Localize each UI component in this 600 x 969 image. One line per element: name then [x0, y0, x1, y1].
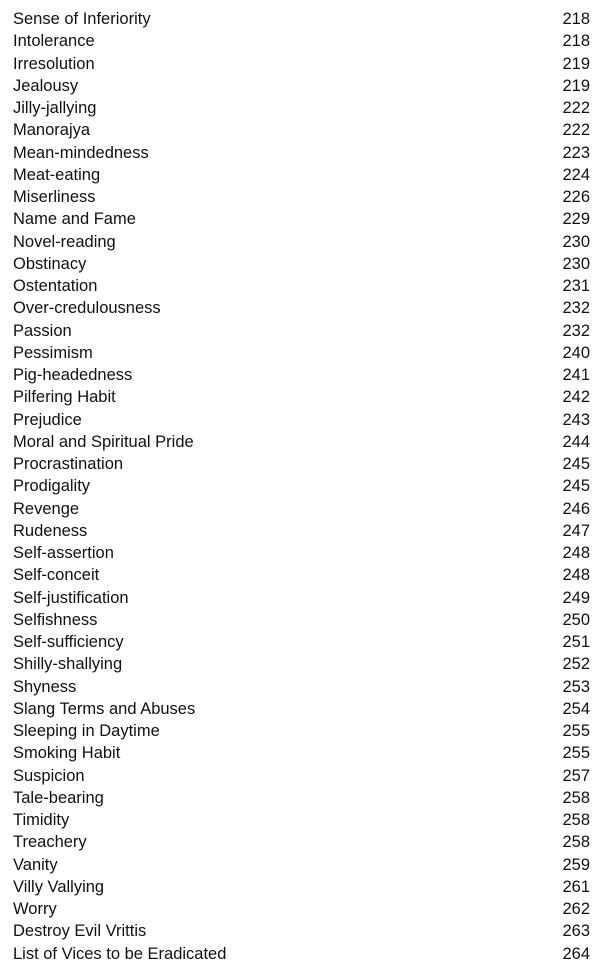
toc-entry [13, 208, 590, 230]
toc-entry-page-number: 258 [562, 809, 590, 831]
toc-entry-title: Smoking Habit [13, 742, 123, 764]
toc-entry-title: Ostentation [13, 275, 100, 297]
toc-entry-page-number: 264 [562, 943, 590, 965]
toc-entry-page-number: 223 [562, 142, 590, 164]
toc-entry-page-number: 246 [562, 498, 590, 520]
toc-entry-page-number: 242 [562, 386, 590, 408]
toc-entry [13, 53, 590, 75]
toc-entry [13, 631, 590, 653]
toc-entry-title: Manorajya [13, 119, 93, 141]
toc-entry-page-number: 226 [562, 186, 590, 208]
toc-entry-title: Self-sufficiency [13, 631, 127, 653]
toc-entry [13, 8, 590, 30]
toc-entry-title: Sense of Inferiority [13, 8, 154, 30]
toc-entry-title: Pilfering Habit [13, 386, 119, 408]
toc-entry-title: Name and Fame [13, 208, 139, 230]
toc-entry-page-number: 257 [562, 765, 590, 787]
toc-entry-title: Tale-bearing [13, 787, 107, 809]
toc-entry-page-number: 232 [562, 297, 590, 319]
toc-entry [13, 742, 590, 764]
toc-entry-page-number: 245 [562, 475, 590, 497]
toc-entry [13, 386, 590, 408]
toc-entry [13, 920, 590, 942]
toc-entry-title: Villy Vallying [13, 876, 107, 898]
toc-entry [13, 475, 590, 497]
toc-entry-title: Sleeping in Daytime [13, 720, 163, 742]
toc-entry-title: Destroy Evil Vrittis [13, 920, 149, 942]
toc-entry-page-number: 219 [562, 75, 590, 97]
toc-entry-title: Novel-reading [13, 231, 119, 253]
toc-entry [13, 898, 590, 920]
toc-entry-page-number: 229 [562, 208, 590, 230]
toc-entry-page-number: 232 [562, 320, 590, 342]
toc-entry-page-number: 262 [562, 898, 590, 920]
toc-entry-title: Procrastination [13, 453, 126, 475]
toc-entry-title: Slang Terms and Abuses [13, 698, 198, 720]
toc-entry [13, 297, 590, 319]
toc-entry [13, 653, 590, 675]
toc-entry [13, 142, 590, 164]
toc-entry-title: Jilly-jallying [13, 97, 99, 119]
toc-entry-title: Pig-headedness [13, 364, 135, 386]
toc-entry-page-number: 249 [562, 587, 590, 609]
toc-entry [13, 676, 590, 698]
toc-entry [13, 186, 590, 208]
toc-entry-page-number: 248 [562, 542, 590, 564]
toc-entry-page-number: 230 [562, 253, 590, 275]
toc-entry-page-number: 218 [562, 8, 590, 30]
toc-entry-title: Miserliness [13, 186, 99, 208]
toc-entry [13, 97, 590, 119]
toc-entry-page-number: 230 [562, 231, 590, 253]
toc-entry-title: Meat-eating [13, 164, 103, 186]
toc-entry-title: Jealousy [13, 75, 81, 97]
toc-entry-title: Self-assertion [13, 542, 117, 564]
toc-entry-page-number: 263 [562, 920, 590, 942]
toc-entry-page-number: 255 [562, 742, 590, 764]
table-of-contents [13, 8, 590, 965]
toc-entry-title: Moral and Spiritual Pride [13, 431, 197, 453]
toc-entry-title: Shilly-shallying [13, 653, 125, 675]
toc-entry-page-number: 224 [562, 164, 590, 186]
toc-entry [13, 75, 590, 97]
toc-entry-page-number: 247 [562, 520, 590, 542]
toc-entry [13, 498, 590, 520]
toc-entry-page-number: 222 [562, 97, 590, 119]
toc-entry-title: Self-conceit [13, 564, 102, 586]
toc-entry [13, 609, 590, 631]
toc-entry [13, 943, 590, 965]
toc-entry-page-number: 261 [562, 876, 590, 898]
toc-entry-title: Pessimism [13, 342, 96, 364]
toc-entry-page-number: 252 [562, 653, 590, 675]
toc-entry-title: Prodigality [13, 475, 93, 497]
toc-entry-title: Timidity [13, 809, 72, 831]
toc-entry [13, 542, 590, 564]
toc-entry-title: List of Vices to be Eradicated [13, 943, 229, 965]
toc-entry [13, 431, 590, 453]
toc-entry [13, 164, 590, 186]
toc-entry-title: Irresolution [13, 53, 98, 75]
toc-entry-title: Shyness [13, 676, 79, 698]
toc-entry-title: Intolerance [13, 30, 98, 52]
toc-entry-title: Mean-mindedness [13, 142, 152, 164]
toc-entry-page-number: 231 [562, 275, 590, 297]
toc-entry-title: Over-credulousness [13, 297, 164, 319]
toc-entry-title: Rudeness [13, 520, 90, 542]
toc-entry-page-number: 248 [562, 564, 590, 586]
toc-entry [13, 275, 590, 297]
toc-entry [13, 831, 590, 853]
toc-entry-page-number: 258 [562, 831, 590, 853]
toc-entry [13, 231, 590, 253]
toc-entry [13, 720, 590, 742]
toc-entry-page-number: 243 [562, 409, 590, 431]
toc-entry [13, 787, 590, 809]
toc-entry-title: Obstinacy [13, 253, 89, 275]
toc-entry [13, 119, 590, 141]
toc-entry-page-number: 259 [562, 854, 590, 876]
toc-entry [13, 765, 590, 787]
toc-entry-title: Vanity [13, 854, 61, 876]
toc-entry-page-number: 222 [562, 119, 590, 141]
toc-entry-title: Treachery [13, 831, 90, 853]
toc-entry-page-number: 245 [562, 453, 590, 475]
toc-entry [13, 854, 590, 876]
toc-entry-title: Worry [13, 898, 60, 920]
toc-entry-page-number: 250 [562, 609, 590, 631]
toc-entry-title: Passion [13, 320, 75, 342]
toc-entry-title: Self-justification [13, 587, 132, 609]
toc-entry-page-number: 218 [562, 30, 590, 52]
toc-entry-page-number: 244 [562, 431, 590, 453]
toc-entry-page-number: 240 [562, 342, 590, 364]
toc-entry-page-number: 255 [562, 720, 590, 742]
toc-entry-title: Selfishness [13, 609, 100, 631]
toc-entry-page-number: 253 [562, 676, 590, 698]
toc-entry-title: Prejudice [13, 409, 85, 431]
toc-entry [13, 30, 590, 52]
toc-entry [13, 409, 590, 431]
toc-entry [13, 520, 590, 542]
toc-entry [13, 364, 590, 386]
toc-entry [13, 564, 590, 586]
toc-entry-page-number: 219 [562, 53, 590, 75]
toc-entry-title: Suspicion [13, 765, 88, 787]
toc-entry [13, 698, 590, 720]
toc-entry [13, 809, 590, 831]
toc-entry [13, 342, 590, 364]
toc-entry-page-number: 254 [562, 698, 590, 720]
toc-entry [13, 587, 590, 609]
toc-entry [13, 453, 590, 475]
toc-entry [13, 876, 590, 898]
toc-entry [13, 253, 590, 275]
toc-entry [13, 320, 590, 342]
toc-entry-page-number: 251 [562, 631, 590, 653]
toc-entry-page-number: 258 [562, 787, 590, 809]
toc-entry-page-number: 241 [562, 364, 590, 386]
toc-entry-title: Revenge [13, 498, 82, 520]
